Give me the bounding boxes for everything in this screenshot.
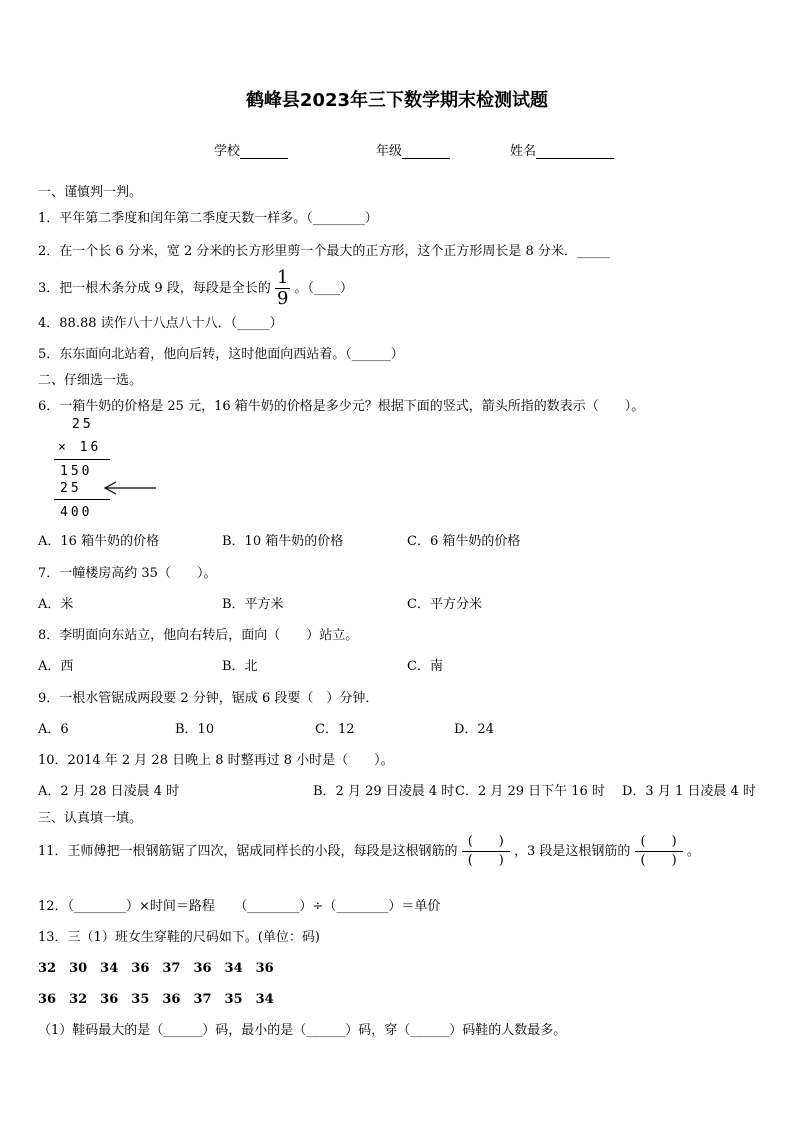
fraction-one-ninth xyxy=(275,268,290,309)
calc-partial-1: 150 xyxy=(60,464,93,479)
question-13: 13．三（1）班女生穿鞋的尺码如下。(单位：码) xyxy=(38,930,320,945)
question-8: 8．李明面向东站立，他向右转后，面向（ ）站立。 xyxy=(38,628,359,643)
fraction-blank-numerator: ( ) xyxy=(462,833,510,852)
question-1: 1．平年第二季度和闰年第二季度天数一样多。（________） xyxy=(38,211,378,226)
q7-option-c[interactable]: C．平方分米 xyxy=(407,597,482,612)
fraction-blank-numerator: ( ) xyxy=(635,833,683,852)
section-2-heading: 二、仔细选一选。 xyxy=(38,373,143,388)
page-title: 鹤峰县2023年三下数学期末检测试题 xyxy=(245,90,549,111)
section-3-heading: 三、认真填一填。 xyxy=(38,811,143,826)
question-6: 6．一箱牛奶的价格是 25 元，16 箱牛奶的价格是多少元？根据下面的竖式，箭头所指的数表示（ ）。 xyxy=(38,399,645,414)
shoe-sizes-row-1: 32 30 34 36 37 36 34 36 xyxy=(38,961,274,976)
question-12: 12．（________）×时间＝路程 （________）÷（________）＝单价 xyxy=(38,899,441,914)
school-blank[interactable] xyxy=(240,144,288,159)
question-3-text: 3．把一根木条分成 9 段，每段是全长的 xyxy=(38,281,271,296)
grade-blank[interactable] xyxy=(402,144,450,159)
q8-option-b[interactable]: B．北 xyxy=(222,659,258,674)
question-11-end: 。 xyxy=(686,844,700,859)
calc-partial-2: 25 xyxy=(60,481,82,496)
question-9: 9．一根水管锯成两段要 2 分钟，锯成 6 段要（ ）分钟． xyxy=(38,691,379,706)
question-3 xyxy=(38,268,353,309)
fraction-numerator: 1 xyxy=(276,267,289,288)
q8-option-a[interactable]: A．西 xyxy=(38,659,74,674)
question-4: 4．88.88 读作八十八点八十八．（_____） xyxy=(38,316,283,331)
calc-multiplier: × 16 xyxy=(58,440,102,455)
fraction-blank-2[interactable] xyxy=(635,833,683,870)
fraction-blank-denominator: ( ) xyxy=(467,853,504,868)
question-11-mid: ，3 段是这根钢筋的 xyxy=(513,844,631,859)
q8-option-c[interactable]: C．南 xyxy=(407,659,443,674)
section-1-heading: 一、谨慎判一判。 xyxy=(38,185,143,200)
name-blank[interactable] xyxy=(536,144,614,159)
grade-label: 年级 xyxy=(376,144,403,159)
q9-option-b[interactable]: B．10 xyxy=(175,722,215,737)
q9-option-a[interactable]: A．6 xyxy=(38,722,69,737)
question-10: 10．2014 年 2 月 28 日晚上 8 时整再过 8 小时是（ ）。 xyxy=(38,753,394,768)
fraction-blank-denominator: ( ) xyxy=(640,853,677,868)
calc-rule-2 xyxy=(54,499,110,500)
arrow-left-icon xyxy=(100,480,160,496)
fraction-blank-1[interactable] xyxy=(462,833,510,870)
q6-option-c[interactable]: C．6 箱牛奶的价格 xyxy=(407,534,521,549)
q10-option-c[interactable]: C．2 月 29 日下午 16 时 xyxy=(455,784,605,799)
question-13-part-1: （1）鞋码最大的是（______）码，最小的是（______）码，穿（______）码鞋的人数最多。 xyxy=(38,1023,567,1038)
q10-option-a[interactable]: A．2 月 28 日凌晨 4 时 xyxy=(38,784,180,799)
grade-field xyxy=(376,140,450,159)
question-2: 2．在一个长 6 分米，宽 2 分米的长方形里剪一个最大的正方形，这个正方形周长是 8 分米．_____ xyxy=(38,244,610,259)
q10-option-b[interactable]: B．2 月 29 日凌晨 4 时 xyxy=(313,784,455,799)
calc-rule-1 xyxy=(54,459,110,460)
name-label: 姓名 xyxy=(510,144,537,159)
q10-option-d[interactable]: D．3 月 1 日凌晨 4 时 xyxy=(622,784,756,799)
q9-option-d[interactable]: D．24 xyxy=(454,722,494,737)
calc-multiplicand: 25 xyxy=(72,417,94,432)
q7-option-b[interactable]: B．平方米 xyxy=(222,597,284,612)
school-field xyxy=(214,140,288,159)
q6-option-b[interactable]: B．10 箱牛奶的价格 xyxy=(222,534,344,549)
name-field xyxy=(510,140,614,159)
question-3-blank: 。（____） xyxy=(294,281,354,296)
school-label: 学校 xyxy=(214,144,241,159)
shoe-sizes-row-2: 36 32 36 35 36 37 35 34 xyxy=(38,992,274,1007)
fraction-denominator: 9 xyxy=(276,288,289,309)
q7-option-a[interactable]: A．米 xyxy=(38,597,74,612)
q6-option-a[interactable]: A．16 箱牛奶的价格 xyxy=(38,534,160,549)
q9-option-c[interactable]: C．12 xyxy=(315,722,355,737)
question-7: 7．一幢楼房高约 35（ ）。 xyxy=(38,566,217,581)
calc-product: 400 xyxy=(60,505,93,520)
question-11-text: 11．王师傅把一根钢筋锯了四次，锯成同样长的小段，每段是这根钢筋的 xyxy=(38,844,458,859)
question-11 xyxy=(38,833,700,870)
question-5: 5．东东面向北站着，他向后转，这时他面向西站着。（______） xyxy=(38,347,404,362)
